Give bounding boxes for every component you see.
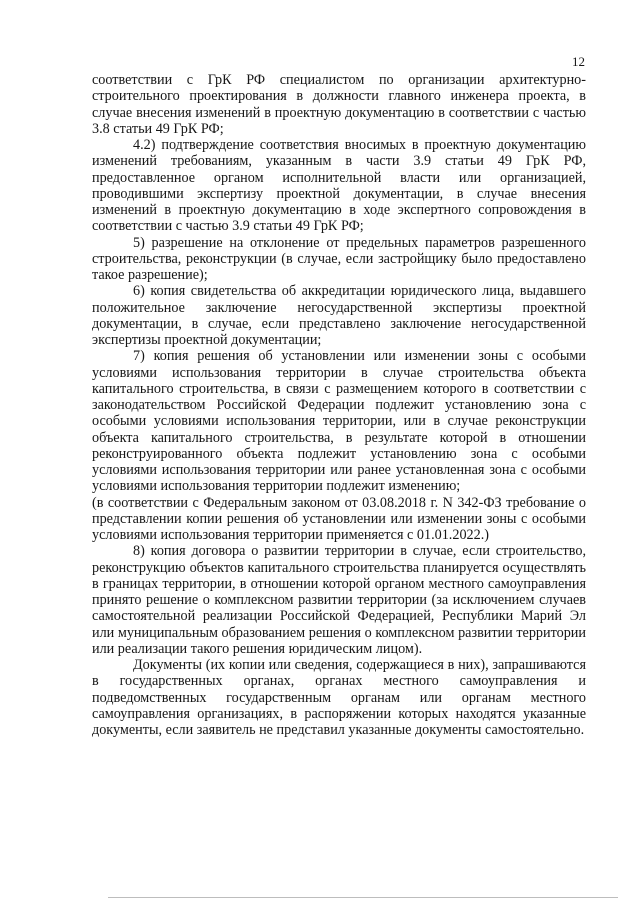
paragraph-continuation: соответствии с ГрК РФ специалистом по организации архитектурно-строительного проектирования в должности главного инженера проекта, в случае внесения изменений в проектную документацию в соответствии с частью 3.8 статьи 49 ГрК РФ; (92, 72, 586, 137)
page-bottom-edge (108, 897, 618, 898)
paragraph-item-7: 7) копия решения об установлении или изменении зоны с особыми условиями использования территории в случае строительства объекта капитального строительства, в связи с размещением которого в соответствии с законодательством Российской Федерации подлежит установлению зона с особыми условиями использования территории, или в случае реконструкции объекта капитального строительства, в результате которой в отношении реконструированного объекта подлежит установлению зона с особыми условиями использования территории или ранее установленная зона с особыми условиями использования территории подлежит изменению; (92, 348, 586, 495)
paragraph-item-8: 8) копия договора о развитии территории в случае, если строительство, реконструкцию объектов капитального строительства планируется осуществлять в границах территории, в отношении которой органом местного самоуправления принято решение о комплексном развитии территории (за исключением случаев самостоятельной реализации Российской Федерацией, Республики Марий Эл или муниципальным образованием решения о комплексном развитии территории или реализации такого решения юридическим лицом). (92, 543, 586, 657)
page-number: 12 (572, 54, 585, 69)
document-body (92, 72, 586, 738)
paragraph-item-4-2: 4.2) подтверждение соответствия вносимых в проектную документацию изменений требованиям, указанным в части 3.9 статьи 49 ГрК РФ, предоставленное органом исполнительной власти или организацией, проводившими экспертизу проектной документации, в случае внесения изменений в проектную документацию в ходе экспертного сопровождения в соответствии с частью 3.9 статьи 49 ГрК РФ; (92, 137, 586, 235)
paragraph-item-5: 5) разрешение на отклонение от предельных параметров разрешенного строительства, реконструкции (в случае, если застройщику было предоставлено такое разрешение); (92, 234, 586, 283)
paragraph-item-6: 6) копия свидетельства об аккредитации юридического лица, выдавшего положительное заключение негосударственной экспертизы проектной документации, в случае, если представлено заключение негосударственной экспертизы проектной документации; (92, 283, 586, 348)
paragraph-law-note: (в соответствии с Федеральным законом от 03.08.2018 г. N 342-ФЗ требование о представлении копии решения об установлении или изменении зоны с особыми условиями использования территории применяется с 01.01.2022.) (92, 494, 586, 543)
paragraph-documents: Документы (их копии или сведения, содержащиеся в них), запрашиваются в государственных органах, органах местного самоуправления и подведомственных государственным органам или органам местного самоуправления организациях, в распоряжении которых находятся указанные документы, если заявитель не представил указанные документы самостоятельно. (92, 657, 586, 738)
